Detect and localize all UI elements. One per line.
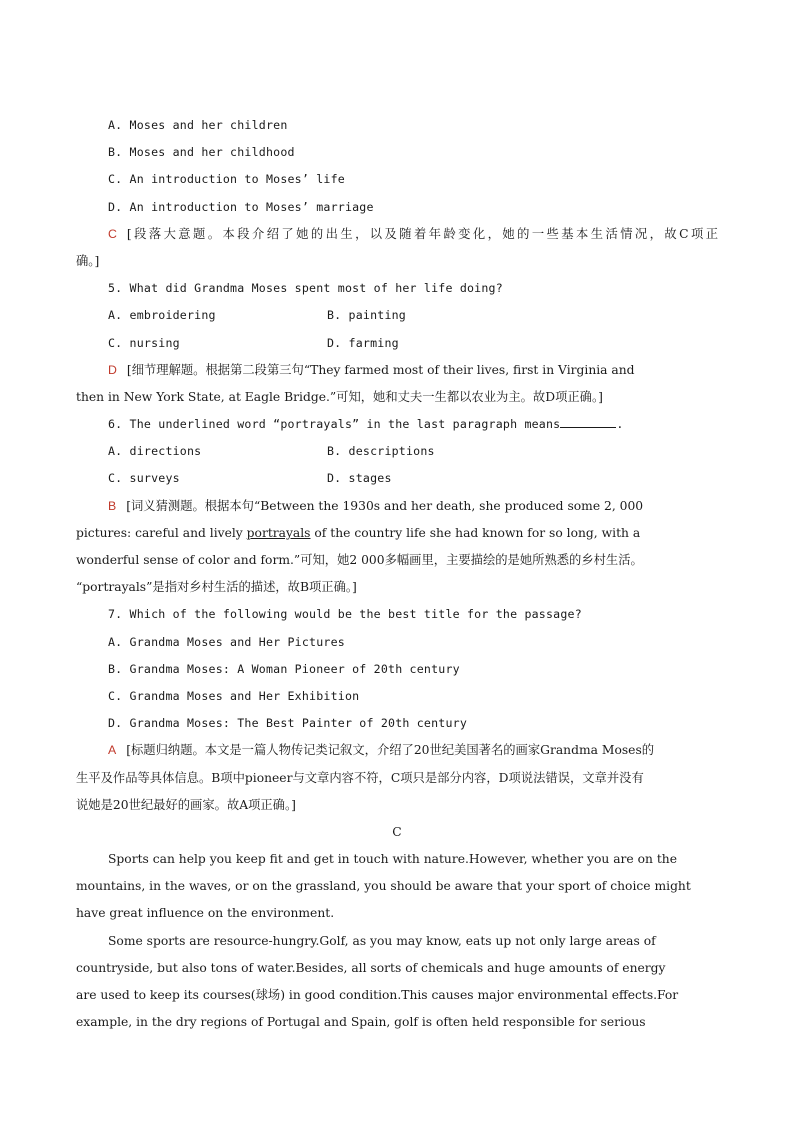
q7-option-d: D. Grandma Moses: The Best Painter of 20th century	[108, 716, 468, 731]
q6-option-d: D. stages	[327, 471, 392, 486]
q4-answer-text: [段落大意题。本段介绍了她的出生，以及随着年龄变化，她的一些基本生活情况，故C项正	[126, 226, 718, 241]
q5-option-d: D. farming	[327, 335, 399, 350]
q5-options-row-2	[76, 330, 718, 357]
q6-answer-blank	[560, 415, 616, 428]
passage-p2-line-1: Some sports are resource-hungry.Golf, as you may know, eats up not only large areas of	[108, 933, 656, 948]
passage-p1-line-3: have great influence on the environment.	[76, 906, 335, 921]
passage-p1-line-2: mountains, in the waves, or on the grassland, you should be aware that your sport of choice might	[76, 879, 691, 894]
q5-options-row-1	[76, 302, 718, 329]
q5-answer-line-1	[76, 357, 718, 384]
q5-question: 5. What did Grandma Moses spent most of her life doing?	[108, 281, 503, 296]
q7-option-c: C. Grandma Moses and Her Exhibition	[108, 688, 360, 703]
document-page	[76, 112, 718, 1036]
q6-option-b: B. descriptions	[327, 444, 435, 459]
q7-answer-line-1	[76, 737, 718, 764]
q6-answer-line-3: wonderful sense of color and form.”可知，她2 000多幅画里，主要描绘的是她所熟悉的乡村生活。	[76, 553, 643, 567]
q5-option-b: B. painting	[327, 308, 406, 323]
q6-underlined-word: portrayals	[246, 525, 311, 540]
passage-p1-line-1: Sports can help you keep fit and get in touch with nature.However, whether you are on the	[108, 852, 677, 867]
q5-option-c: C. nursing	[108, 335, 180, 350]
q4-option-d: D. An introduction to Moses’ marriage	[108, 199, 374, 214]
q7-option-a: A. Grandma Moses and Her Pictures	[108, 634, 345, 649]
passage-p2-line-3: are used to keep its courses(球场) in good condition.This causes major environmental effects.For	[76, 988, 679, 1002]
q5-answer-text: [细节理解题。根据第二段第三句“They farmed most of their lives, first in Virginia and	[126, 362, 635, 377]
q4-option-c: C. An introduction to Moses’ life	[108, 172, 345, 187]
q6-answer-line-4: “portrayals”是指对乡村生活的描述，故B项正确。]	[76, 580, 357, 595]
q6-question	[76, 411, 718, 438]
q5-answer-letter: D	[108, 362, 117, 377]
section-heading: C	[392, 824, 402, 839]
q6-answer-letter: B	[108, 498, 117, 513]
q6-question-end: .	[616, 417, 624, 432]
q7-answer-line-3: 说她是20世纪最好的画家。故A项正确。]	[76, 797, 296, 812]
q6-options-row-2	[76, 465, 718, 492]
q6-answer-line-1	[76, 493, 718, 520]
q6-option-c: C. surveys	[108, 471, 180, 486]
q4-option-b: B. Moses and her childhood	[108, 145, 295, 160]
q4-answer-line-1	[76, 221, 718, 248]
q6-option-a: A. directions	[108, 444, 202, 459]
q5-answer-line-2: then in New York State, at Eagle Bridge.”可知，她和丈夫一生都以农业为主。故D项正确。]	[76, 389, 603, 404]
q7-answer-line-2: 生平及作品等具体信息。B项中pioneer与文章内容不符，C项只是部分内容，D项说法错误，文章并没有	[76, 770, 644, 785]
q7-answer-letter: A	[108, 743, 117, 758]
q6-answer-line-2	[76, 520, 718, 547]
q6-answer-text: [词义猜测题。根据本句“Between the 1930s and her death, she produced some 2, 000	[126, 498, 644, 513]
q5-option-a: A. embroidering	[108, 308, 216, 323]
q6-answer-text-2a: pictures: careful and lively	[76, 525, 247, 540]
q6-question-text: 6. The underlined word “portrayals” in the last paragraph means	[108, 417, 561, 432]
passage-p2-line-2: countryside, but also tons of water.Besides, all sorts of chemicals and huge amounts of energy	[76, 960, 666, 975]
q4-answer-line-2: 确。]	[76, 253, 100, 268]
q4-option-a: A. Moses and her children	[108, 118, 288, 132]
passage-p2-line-4: example, in the dry regions of Portugal and Spain, golf is often held responsible for serious	[76, 1015, 646, 1030]
q4-answer-letter: C	[108, 226, 117, 241]
q7-answer-text: [标题归纳题。本文是一篇人物传记类记叙文，介绍了20世纪美国著名的画家Grandma Moses的	[126, 743, 655, 758]
q7-option-b: B. Grandma Moses: A Woman Pioneer of 20th century	[108, 661, 460, 676]
q6-options-row-1	[76, 438, 718, 465]
q7-question: 7. Which of the following would be the best title for the passage?	[108, 607, 582, 622]
q6-answer-text-2b: of the country life she had known for so long, with a	[310, 525, 641, 540]
